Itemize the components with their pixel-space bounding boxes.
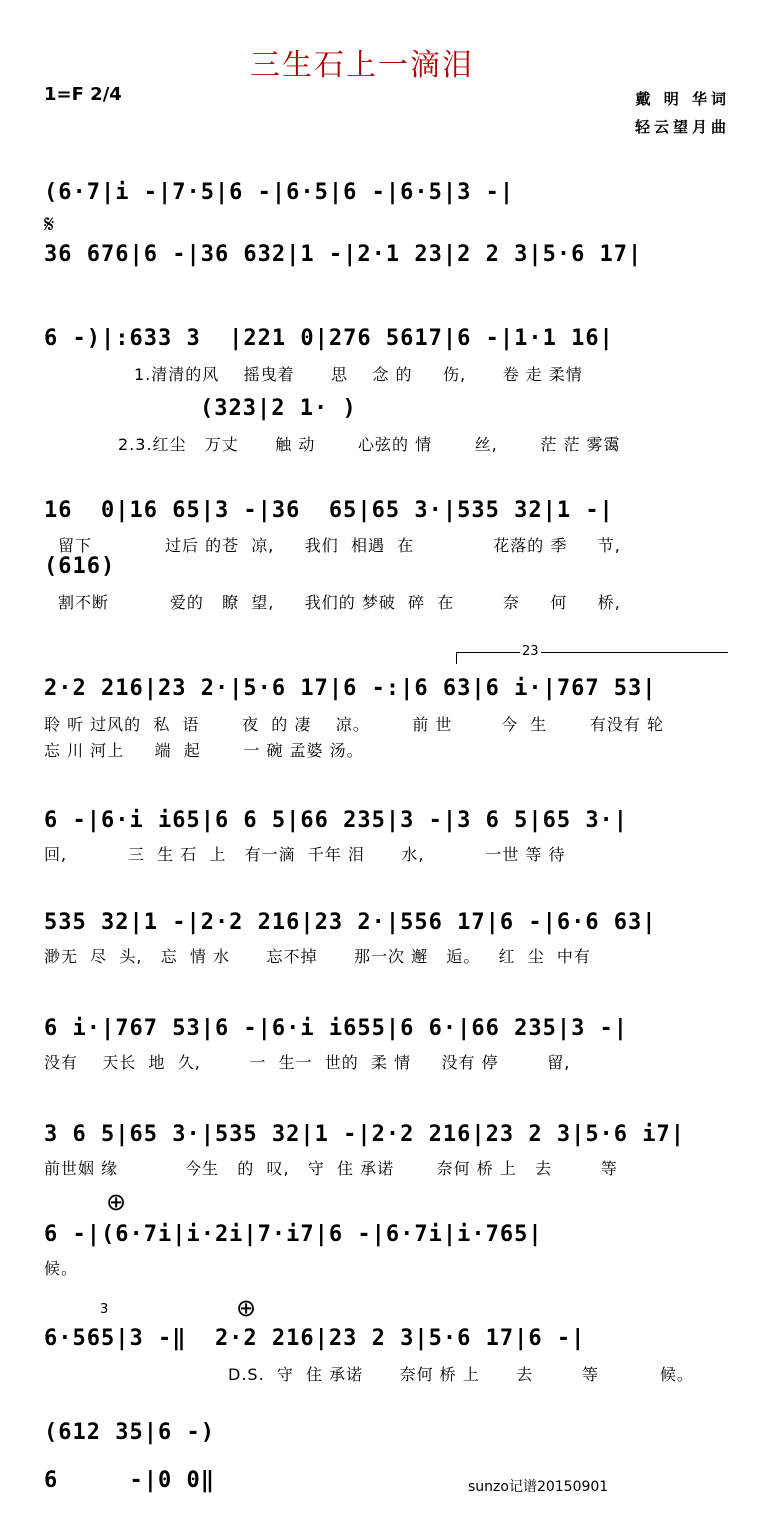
score-row-9-notes: 3 6 5|65 3·|535 32|1 -|2·2 216|23 2 3|5·6 i7|: [44, 1122, 686, 1147]
coda-sign-2: ⊕: [236, 1294, 257, 1322]
score-row-2-notes: 36 676|6 -|36 632|1 -|2·1 23|2 2 3|5·6 17|: [44, 242, 643, 267]
transcription-note: sunzo记谱20150901: [468, 1479, 609, 1494]
volta-bracket-line: [456, 652, 728, 653]
lyric-row-3-verse-1: 1.清清的风 摇曳着 思 念 的 伤, 卷 走 柔情: [134, 365, 583, 384]
lyric-row-5-verse-1: 聆 听 过风的 私 语 夜 的 凄 凉。 前 世 今 生 有没有 轮: [44, 715, 664, 734]
score-row-8-notes: 6 i·|767 53|6 -|6·i i655|6 6·|66 235|3 -|: [44, 1016, 629, 1041]
triplet-mark: 3: [100, 1302, 109, 1317]
lyric-row-5-verse-2: 忘 川 河上 端 起 一 碗 孟婆 汤。: [44, 741, 364, 760]
lyricist-credit: 戴 明 华词: [635, 90, 730, 108]
score-row-12-notes: (612 35|6 -): [44, 1420, 215, 1445]
score-row-5-notes: 2·2 216|23 2·|5·6 17|6 -:|6 63|6 i·|767 53|: [44, 676, 657, 701]
score-row-13-notes: 6 -|0 0‖: [44, 1468, 215, 1493]
lyric-row-11: D.S. 守 住 承诺 奈何 桥 上 去 等 候。: [228, 1365, 694, 1384]
score-row-11-notes: 6·565|3 -‖ 2·2 216|23 2 3|5·6 17|6 -|: [44, 1326, 586, 1351]
alternate-notes-row-4: (616): [44, 554, 116, 579]
volta-bracket-tick: [456, 652, 457, 664]
lyric-row-7: 渺无 尽 头, 忘 情 水 忘不掉 那一次 邂 逅。 红 尘 中有: [44, 947, 591, 966]
segno-sign: 𝄋: [44, 210, 55, 238]
score-row-4-notes: 16 0|16 65|3 -|36 65|65 3·|535 32|1 -|: [44, 498, 614, 523]
score-row-7-notes: 535 32|1 -|2·2 216|23 2·|556 17|6 -|6·6 63|: [44, 910, 657, 935]
score-row-3-notes: 6 -)|:633 3 |221 0|276 5617|6 -|1·1 16|: [44, 326, 614, 351]
composer-credit: 轻云望月曲: [634, 118, 730, 136]
score-row-1-notes: (6·7|i -|7·5|6 -|6·5|6 -|6·5|3 -|: [44, 180, 515, 205]
coda-sign-1: ⊕: [106, 1188, 127, 1216]
lyric-row-9: 前世姻 缘 今生 的 叹, 守 住 承诺 奈何 桥 上 去 等: [44, 1159, 618, 1178]
lyric-row-4-verse-2: 割不断 爱的 瞭 望, 我们的 梦破 碎 在 奈 何 桥,: [58, 593, 621, 612]
alternate-notes-row-3: (323|2 1· ): [200, 396, 357, 421]
lyric-row-10: 候。: [44, 1259, 79, 1278]
lyric-row-4-verse-1: 留下 过后 的苍 凉, 我们 相遇 在 花落的 季 节,: [58, 536, 621, 555]
volta-number: 23: [522, 644, 539, 659]
key-signature: 1=F 2/4: [44, 84, 122, 105]
lyric-row-8: 没有 天长 地 久, 一 生一 世的 柔 情 没有 停 留,: [44, 1053, 571, 1072]
lyric-row-6: 回, 三 生 石 上 有一滴 千年 泪 水, 一世 等 待: [44, 845, 566, 864]
lyric-row-3-verse-2: 2.3.红尘 万丈 触 动 心弦的 情 丝, 茫 茫 雾霭: [118, 435, 621, 454]
score-row-6-notes: 6 -|6·i i65|6 6 5|66 235|3 -|3 6 5|65 3·|: [44, 808, 629, 833]
song-title: 三生石上一滴泪: [250, 48, 474, 83]
score-row-10-notes: 6 -|(6·7i|i·2i|7·i7|6 -|6·7i|i·765|: [44, 1222, 543, 1247]
